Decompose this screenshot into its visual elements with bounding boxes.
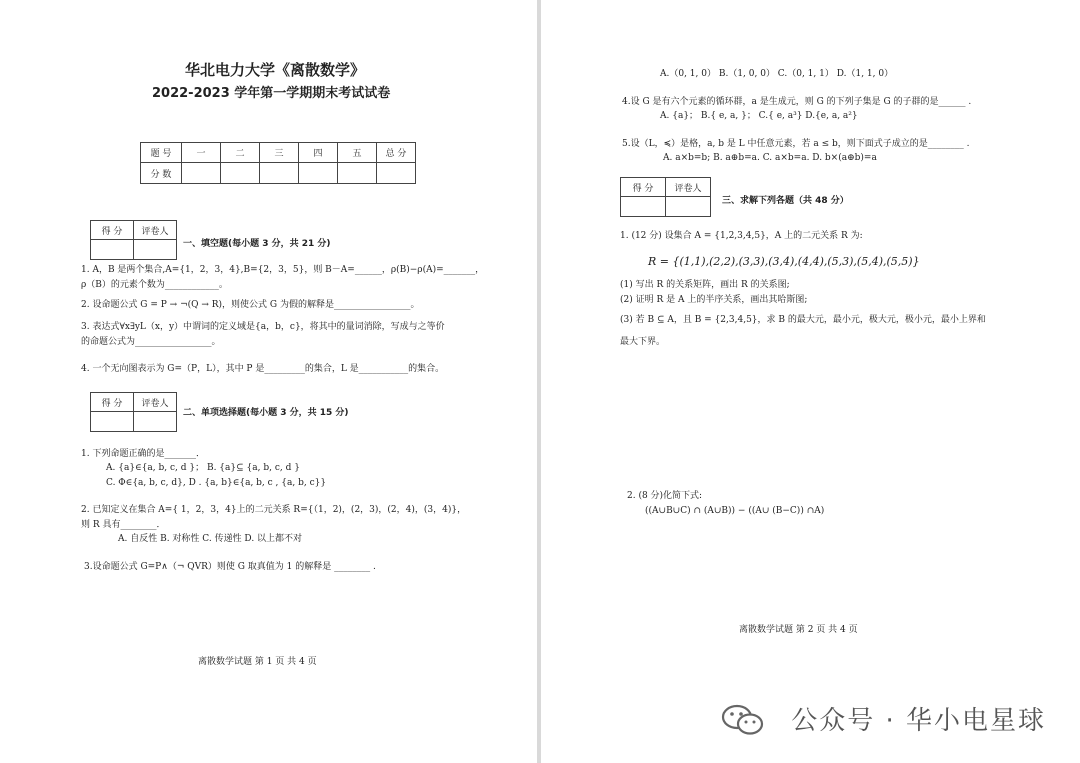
grader-label-reviewer: 评卷人	[134, 393, 177, 412]
grader-cell	[666, 197, 711, 217]
page-footer: 离散数学试题 第 1 页 共 4 页	[198, 657, 317, 667]
grader-box-1	[90, 220, 177, 260]
p1-sub3-line1: (3) 若 B ⊆ A，且 B = {2,3,4,5}，求 B 的最大元，最小元，极大元，极小元，最小上界和	[620, 315, 986, 325]
score-cell	[182, 163, 221, 184]
score-header-cell: 题 号	[141, 143, 182, 163]
grader-cell	[91, 412, 134, 432]
grader-label-score: 得 分	[91, 221, 134, 240]
exam-page-1	[0, 0, 537, 763]
mc1-options-cd: C. Φ∈{a, b, c, d}, D . {a, b}∈{a, b, c , {a, b, c}}	[106, 478, 327, 488]
q2: 2. 设命题公式 G = P → ¬(Q → R)，则使公式 G 为假的解释是_________________。	[81, 300, 420, 310]
p1-sub3-line2: 最大下界。	[620, 337, 666, 347]
mc3-options: A.（0, 1, 0） B.（1, 0, 0） C.（0, 1, 1） D.（1, 1, 0）	[660, 69, 894, 79]
score-header-cell: 二	[221, 143, 260, 163]
mc2-line2: 则 R 具有________．	[81, 520, 166, 530]
mc4-stem: 4.设 G 是有六个元素的循环群，a 是生成元，则 G 的下列子集是 G 的子群的是______ .	[622, 97, 972, 107]
p2-stem: 2. (8 分)化简下式:	[627, 491, 703, 501]
exam-title: 华北电力大学《离散数学》	[185, 61, 366, 79]
mc1-stem: 1. 下列命题正确的是_______．	[81, 449, 205, 459]
grader-cell	[134, 240, 177, 260]
p1-relation: R = {(1,1),(2,2),(3,3),(3,4),(4,4),(5,3),(5,4),(5,5)}	[648, 255, 920, 268]
p2-expression: ((A∪B∪C) ∩ (A∪B)) − ((A∪ (B−C)) ∩A)	[645, 506, 825, 516]
score-cell	[260, 163, 299, 184]
score-cell	[338, 163, 377, 184]
mc5-options: A. a×b=b; B. a⊕b=a. C. a×b=a. D. b×(a⊕b)=a	[663, 153, 877, 163]
p1-sub1: (1) 写出 R 的关系矩阵，画出 R 的关系图;	[620, 280, 790, 290]
score-cell	[221, 163, 260, 184]
grader-label-reviewer: 评卷人	[666, 178, 711, 197]
q1-line2: ρ（B）的元素个数为____________。	[81, 280, 228, 290]
q3-line1: 3. 表达式∀x∃yL（x，y）中谓词的定义域是{a，b，c}，将其中的量词消除，写成与之等价	[81, 322, 445, 332]
grader-cell	[621, 197, 666, 217]
q1-line1: 1. A，B 是两个集合,A={1，2，3，4},B={2，3，5}，则 B－A=______，ρ(B)−ρ(A)=_______，	[81, 265, 485, 275]
q3-line2: 的命题公式为_________________。	[81, 337, 221, 347]
mc5-stem: 5.设（L，≼）是格，a, b 是 L 中任意元素，若 a ≤ b，则下面式子成立的是________ .	[622, 139, 970, 149]
grader-label-score: 得 分	[91, 393, 134, 412]
grader-label-reviewer: 评卷人	[134, 221, 177, 240]
mc2-options: A. 自反性 B. 对称性 C. 传递性 D. 以上都不对	[118, 534, 303, 544]
score-table	[140, 142, 416, 184]
p1-stem: 1. (12 分) 设集合 A = {1,2,3,4,5}，A 上的二元关系 R 为:	[620, 231, 863, 241]
exam-subtitle: 2022-2023 学年第一学期期末考试试卷	[152, 86, 391, 101]
score-table-value-row	[141, 163, 416, 184]
wechat-icon	[721, 703, 765, 737]
score-cell	[377, 163, 416, 184]
grader-cell	[134, 412, 177, 432]
mc3-stem: 3.设命题公式 G=P∧（¬ QVR）则使 G 取真值为 1 的解释是 ________ .	[84, 562, 376, 572]
mc4-options: A. {a}； B.{ e, a, }； C.{ e, a³} D.{e, a, a²}	[660, 111, 858, 121]
mc1-options-ab: A. {a}∈{a, b, c, d }； B. {a}⊆ {a, b, c, d }	[106, 463, 300, 473]
score-cell	[299, 163, 338, 184]
section-1-title: 一、填空题(每小题 3 分，共 21 分)	[183, 239, 331, 249]
q4: 4. 一个无向图表示为 G=（P，L），其中 P 是_________的集合，L 是___________的集合。	[81, 364, 445, 374]
score-header-cell: 一	[182, 143, 221, 163]
grader-cell	[91, 240, 134, 260]
score-header-cell: 四	[299, 143, 338, 163]
score-row-label: 分 数	[141, 163, 182, 184]
grader-box-2	[90, 392, 177, 432]
score-header-cell: 三	[260, 143, 299, 163]
grader-box-3	[620, 177, 711, 217]
mc2-line1: 2. 已知定义在集合 A={ 1，2，3，4}上的二元关系 R={（1，2)，(2，3)，(2，4)，(3，4)}，	[81, 505, 467, 515]
score-table-header-row	[141, 143, 416, 163]
p1-sub2: (2) 证明 R 是 A 上的半序关系，画出其哈斯图;	[620, 295, 808, 305]
section-3-title: 三、求解下列各题（共 48 分）	[722, 196, 849, 206]
watermark-text: 公众号 · 华小电星球	[791, 706, 1046, 736]
grader-label-score: 得 分	[621, 178, 666, 197]
score-header-cell: 总 分	[377, 143, 416, 163]
exam-page-2	[541, 0, 1080, 763]
section-2-title: 二、单项选择题(每小题 3 分，共 15 分)	[183, 408, 349, 418]
page-footer: 离散数学试题 第 2 页 共 4 页	[739, 625, 858, 635]
score-header-cell: 五	[338, 143, 377, 163]
